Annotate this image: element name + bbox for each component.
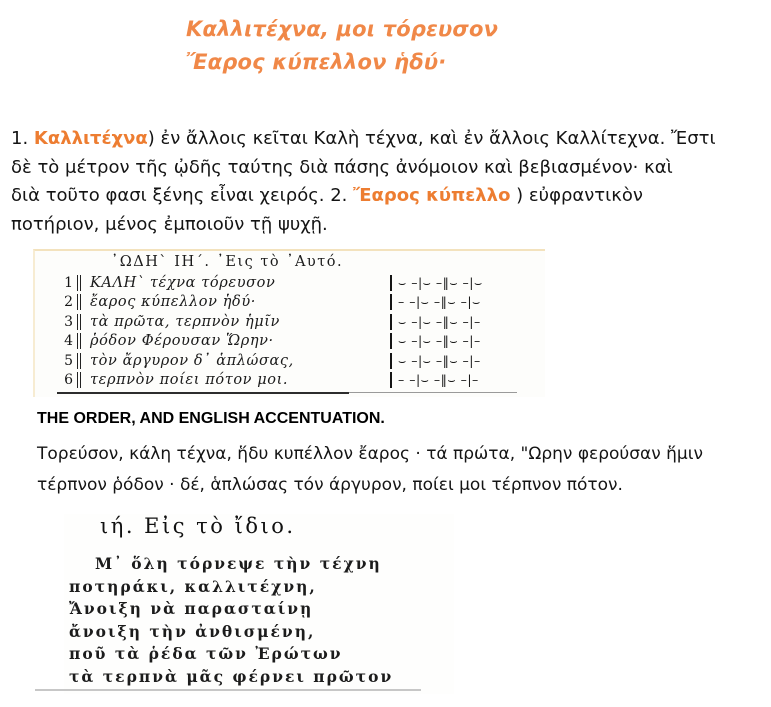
order-section-heading: THE ORDER, AND ENGLISH ACCENTUATION.: [37, 410, 385, 427]
line-number: 6: [64, 372, 73, 389]
ode-line-text: τὸν ἄργυρον δ᾽ ἁπλώσας,: [77, 353, 390, 369]
commentary-text: δὲ τὸ μέτρον τῆς ᾠδῆς ταύτης διὰ πάσης ἀνόμοιον καὶ βεβιασμένον· καὶ: [11, 156, 673, 178]
commentary-text: 1.: [11, 128, 34, 149]
meter-marks: – –|⌣ –‖⌣ –|⌣: [390, 294, 481, 310]
translation-line: Μ᾽ ὅλη τόρνεψε τὴν τέχνη: [95, 554, 382, 573]
ode-line-text: ῥόδον Φέρουσαν Ὥρην·: [77, 333, 390, 349]
meter-marks: ⌣ –|⌣ –‖⌣ –|–: [390, 333, 481, 349]
meter-marks: ⌣ –|⌣ –‖⌣ –|–: [390, 314, 481, 330]
scanned-translation-image: [64, 514, 454, 694]
translation-bottom-rule: [35, 689, 421, 691]
lemma-earos-kypello: Ἔαρος κύπελλο: [353, 185, 511, 206]
ode-title-line-2: Ἔαρος κύπελλον ἡδύ·: [186, 50, 447, 74]
commentary-text: ποτήριον, μένος ἐμποιοῦν τῇ ψυχῇ.: [11, 213, 328, 235]
ode-line-text: ΚΑΛΗ` τέχνα τόρευσον: [77, 275, 390, 291]
ode-line-row: [47, 293, 545, 313]
ode-line-row: [47, 332, 545, 352]
line-number: 1: [64, 274, 73, 291]
scan-bottom-rule-faint: [349, 392, 517, 393]
commentary-line: [11, 211, 765, 240]
commentary-line: [11, 154, 765, 183]
meter-marks: ⌣ –|⌣ –‖⌣ –|⌣: [390, 275, 483, 291]
translation-line: Ἄνοιξη νὰ παρασταίνῃ: [69, 599, 314, 618]
translation-line: τὰ τερπνὰ μᾶς φέρνει πρῶτον: [69, 666, 394, 686]
commentary-text: διὰ τοῦτο φασι ξένης εἶναι χειρός. 2.: [11, 185, 354, 206]
commentary-text: ) εὐφραντικὸν: [510, 185, 643, 206]
ode-line-row: [47, 371, 545, 391]
meter-marks: – –|⌣ –‖⌣ –|–: [390, 372, 479, 388]
translation-line: ποῦ τὰ ῥέδα τῶν Ἐρώτων: [69, 644, 343, 663]
order-text-line-1: Τορεύσον, κάλη τέχνα, ἥδυ κυπέλλον ἔαρος · τά πρώτα, "Ωρην φερούσαν ἥμιν: [37, 444, 703, 464]
translation-line: ἄνοιξη τὴν ἀνθισμένη,: [69, 621, 316, 641]
commentary-paragraph: [11, 125, 765, 239]
translation-line: ποτηράκι, καλλιτέχνη,: [69, 576, 317, 596]
lemma-kallitechna: Καλλιτέχνα: [33, 128, 148, 149]
scanned-ode-title: ᾿ΩΔΗ` ΙΗ´. ᾿Εις τὸ ᾿Αυτό.: [111, 254, 344, 270]
ode-line-text: τερπνὸν ποίει πότον μοι.: [77, 372, 390, 388]
line-number: 3: [64, 313, 73, 330]
scanned-ode-image: [33, 249, 545, 397]
ode-title-heading: [186, 13, 498, 79]
meter-marks: ⌣ –|⌣ –‖⌣ –|–: [390, 353, 481, 369]
commentary-line: [11, 182, 765, 211]
translation-lines: [69, 553, 454, 688]
ode-line-text: ἔαρος κύπελλον ἡδύ·: [77, 294, 390, 310]
line-number: 5: [64, 352, 73, 369]
commentary-line: [11, 125, 765, 154]
order-text-line-2: τέρπνον ῥόδον · δέ, ἁπλώσας τόν άργυρον, ποίει μοι τέρπνον πότον.: [37, 475, 623, 495]
ode-line-row: [47, 312, 545, 332]
translation-title: ιή. Εἰς τὸ ἴδιο.: [100, 514, 296, 538]
ode-line-row: [47, 273, 545, 293]
line-number: 2: [64, 294, 73, 311]
ode-title-line-1: Καλλιτέχνα, μοι τόρευσον: [186, 17, 499, 41]
ode-line-row: [47, 351, 545, 371]
commentary-text: ) ἐν ἄλλοις κεῖται Καλὴ τέχνα, καὶ ἐν ἄλλοις Καλλίτεχνα. Ἔστι: [147, 128, 716, 149]
scan-bottom-rule: [57, 392, 349, 394]
ode-line-text: τὰ πρῶτα, τερπνὸν ἡμῖν: [77, 314, 390, 330]
order-paragraph: [37, 439, 747, 501]
line-number: 4: [64, 333, 73, 350]
